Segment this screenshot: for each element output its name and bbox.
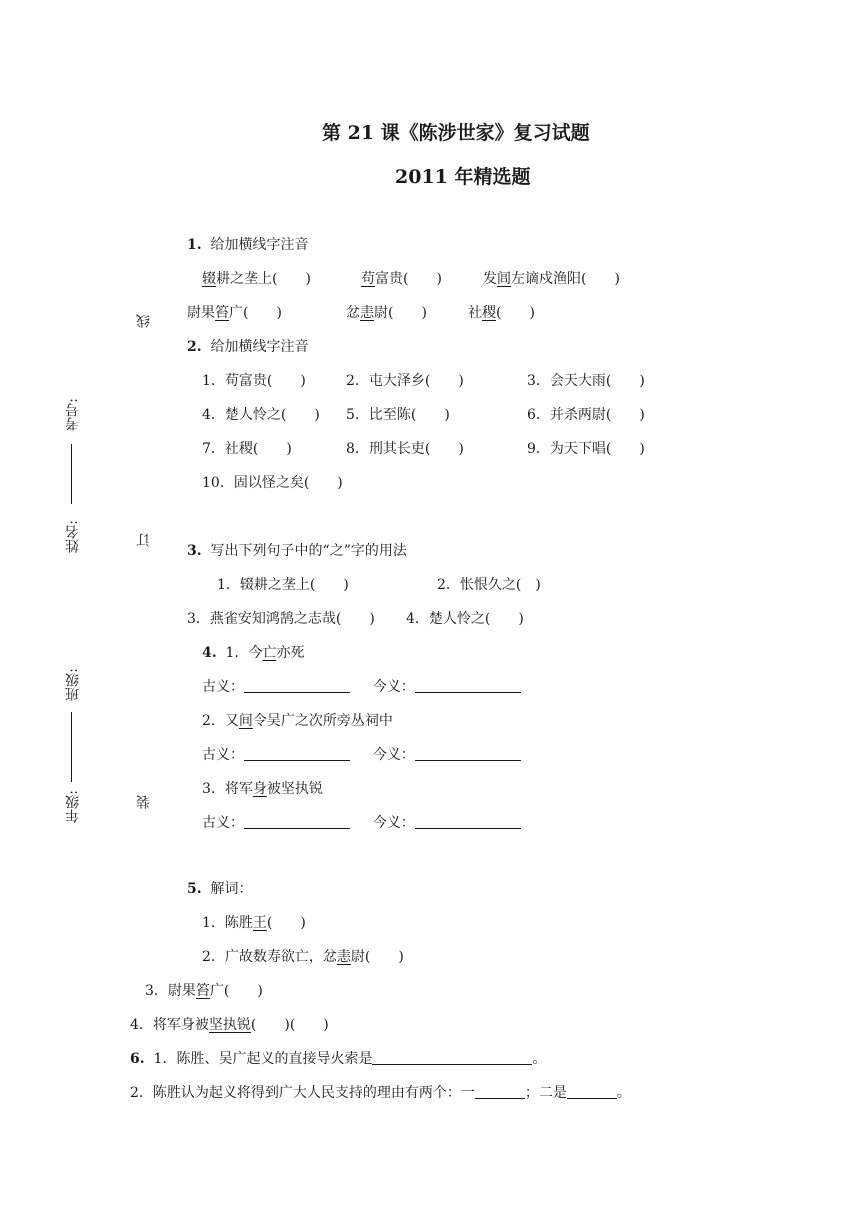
q3-number: 3. xyxy=(187,543,202,559)
q3-item-3: 3．燕雀安知鸿鹄之志哉( ) xyxy=(187,611,375,627)
answer-blank[interactable] xyxy=(415,814,521,829)
q1-stem: 1. 给加横线字注音 xyxy=(187,237,309,253)
q4-answer-row-2: 古义： 今义： xyxy=(202,745,521,765)
q1-item-2: 苟富贵( ) xyxy=(361,271,442,287)
q1-number: 1. xyxy=(187,237,202,253)
q4-answer-row-1: 古义： 今义： xyxy=(202,677,521,697)
q6-number: 6. xyxy=(130,1051,145,1067)
q1-item-3: 发闾左谪戍渔阳( ) xyxy=(483,271,620,287)
q2-item: 2．屯大泽乡( ) xyxy=(346,373,464,389)
binding-mark-line: 线 xyxy=(136,314,152,328)
q5-item-3: 3．尉果笞广( ) xyxy=(145,983,263,999)
q3-item-4: 4．楚人怜之( ) xyxy=(406,611,524,627)
binding-mark-zhuang: 装 xyxy=(136,795,152,809)
q1-item-6: 社稷( ) xyxy=(468,305,535,321)
q6-item-1: 6. 1．陈胜、吴广起义的直接导火索是 。 xyxy=(130,1051,547,1067)
q2-item: 5．比至陈( ) xyxy=(346,407,450,423)
q6-item-2: 2．陈胜认为起义将得到广大人民支持的理由有两个：一 ；二是 。 xyxy=(130,1085,631,1101)
q4-item-3: 3．将军身被坚执锐 xyxy=(202,781,323,797)
q3-stem: 3. 写出下列句子中的“之”字的用法 xyxy=(187,543,407,559)
q5-stem: 5. 解词： xyxy=(187,881,253,897)
q4-item-2: 2．又间令吴广之次所旁丛祠中 xyxy=(202,713,393,729)
q2-item: 1．苟富贵( ) xyxy=(202,373,306,389)
q5-item-4: 4．将军身被坚执锐( )( ) xyxy=(130,1017,329,1033)
q1-item-4: 尉果笞广( ) xyxy=(187,305,282,321)
exam-number-line[interactable] xyxy=(71,444,72,508)
class-label: 班级: xyxy=(65,668,81,701)
answer-blank[interactable] xyxy=(567,1084,617,1099)
q4-item-1: 4. 1．今亡亦死 xyxy=(202,645,305,661)
q3-item-2: 2．怅恨久之( ) xyxy=(437,577,541,593)
answer-blank[interactable] xyxy=(475,1084,525,1099)
answer-blank[interactable] xyxy=(372,1050,532,1065)
q4-number: 4. xyxy=(202,645,217,661)
exam-number-label: 考号: xyxy=(65,398,81,431)
answer-blank[interactable] xyxy=(415,746,521,761)
q1-item-5: 忿恚尉( ) xyxy=(346,305,427,321)
q5-item-1: 1．陈胜王( ) xyxy=(202,915,306,931)
q2-item: 7．社稷( ) xyxy=(202,441,292,457)
grade-label: 年级: xyxy=(65,790,81,823)
answer-blank[interactable] xyxy=(244,746,350,761)
q2-item: 10．固以怪之矣( ) xyxy=(202,475,343,491)
q5-number: 5. xyxy=(187,881,202,897)
q1-item-1: 辍耕之垄上( ) xyxy=(202,271,311,287)
q2-item: 9．为天下唱( ) xyxy=(527,441,645,457)
q2-number: 2. xyxy=(187,339,202,355)
class-line[interactable] xyxy=(71,712,72,786)
q5-item-2: 2．广故数寿欲亡，忿恚尉( ) xyxy=(202,949,404,965)
q2-item: 6．并杀两尉( ) xyxy=(527,407,645,423)
page-subtitle: 2011 年精选题 xyxy=(395,166,531,188)
q2-stem: 2. 给加横线字注音 xyxy=(187,339,309,355)
q2-item: 4．楚人怜之( ) xyxy=(202,407,320,423)
page-title: 第 21 课《陈涉世家》复习试题 xyxy=(322,122,590,144)
answer-blank[interactable] xyxy=(415,678,521,693)
q2-item: 3．会天大雨( ) xyxy=(527,373,645,389)
q4-answer-row-3: 古义： 今义： xyxy=(202,813,521,833)
answer-blank[interactable] xyxy=(244,678,350,693)
q2-item: 8．刑其长吏( ) xyxy=(346,441,464,457)
answer-blank[interactable] xyxy=(244,814,350,829)
name-label: 姓名: xyxy=(65,520,81,553)
binding-mark-ding: 订 xyxy=(136,533,152,547)
q3-item-1: 1．辍耕之垄上( ) xyxy=(217,577,349,593)
